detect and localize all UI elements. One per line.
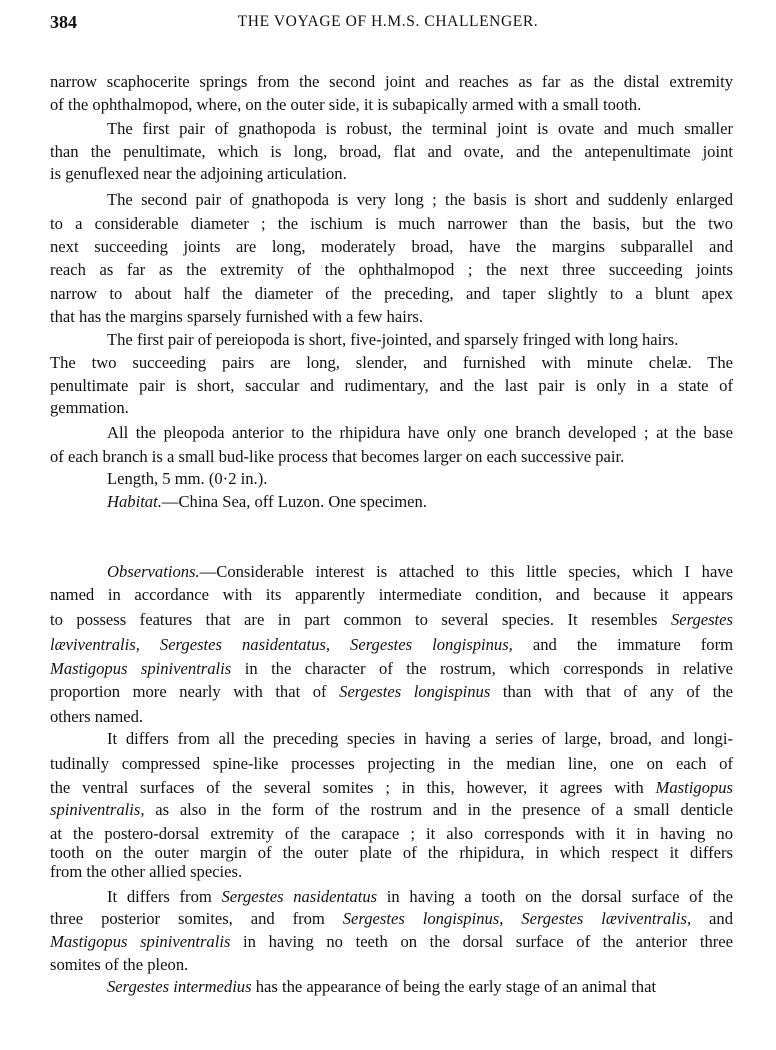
text-line: [50, 190, 733, 210]
text-run: gemmation.: [50, 398, 129, 417]
text-run: named in accordance with its apparently intermediate condition, and because it appears: [50, 585, 733, 604]
text-run: to possess features that are in part common to several species. It resembles: [50, 610, 671, 629]
text-run: It differs from: [107, 887, 222, 906]
text-run: proportion more nearly with that of: [50, 682, 340, 701]
text-line: [50, 754, 733, 774]
italic-text: Sergestes intermedius: [107, 977, 252, 996]
text-line: [50, 862, 733, 882]
text-line: [50, 562, 733, 582]
text-run: others named.: [50, 707, 144, 726]
text-line: [50, 447, 733, 467]
text-run: as also in the form of the rostrum and in the presence of a small denticle: [144, 800, 733, 819]
italic-text: Observations.: [107, 562, 200, 581]
text-run: tudinally compressed spine-like processes projecting in the median line, one on each of: [50, 754, 733, 773]
italic-text: Mastigopus: [655, 778, 733, 797]
italic-text: Sergestes nasidentatus: [221, 887, 378, 906]
text-run: next succeeding joints are long, moderately broad, have the margins subparallel and: [50, 237, 733, 256]
text-line: [50, 164, 733, 184]
text-run: The second pair of gnathopoda is very long ; the basis is short and suddenly enlarged: [107, 190, 733, 209]
text-line: [50, 659, 733, 679]
text-line: [50, 824, 733, 844]
text-run: that has the margins sparsely furnished with a few hairs.: [50, 307, 423, 326]
text-run: at the postero-dorsal extremity of the carapace ; it also corresponds with it in having no: [50, 824, 733, 843]
text-line: [50, 843, 733, 863]
text-run: —China Sea, off Luzon. One specimen.: [161, 492, 427, 511]
text-run: and the immature form: [512, 635, 733, 654]
text-run: and: [691, 909, 734, 928]
text-line: [50, 800, 733, 820]
italic-text: Mastigopus spiniventralis: [50, 932, 231, 951]
text-line: [50, 119, 733, 139]
italic-text: Sergestes longispinus: [339, 682, 491, 701]
text-run: The two succeeding pairs are long, slender, and furnished with minute chelæ. The: [50, 353, 733, 372]
text-run: somites of the pleon.: [50, 955, 189, 974]
text-line: [50, 469, 733, 489]
text-line: [50, 376, 733, 396]
text-run: The first pair of pereiopoda is short, five-jointed, and sparsely fringed with long hairs.: [107, 330, 679, 349]
page-number: 384: [50, 12, 77, 32]
text-run: three posterior somites, and from: [50, 909, 343, 928]
text-run: The first pair of gnathopoda is robust, the terminal joint is ovate and much smaller: [107, 119, 733, 138]
text-line: [50, 353, 733, 373]
text-run: to a considerable diameter ; the ischium is much narrower than the basis, but the two: [50, 214, 733, 233]
text-line: [50, 778, 733, 798]
text-run: tooth on the outer margin of the outer plate of the rhipidura, in which respect it differs: [50, 843, 733, 862]
text-run: All the pleopoda anterior to the rhipidura have only one branch developed ; at the base: [107, 423, 733, 442]
text-line: [50, 214, 733, 234]
text-line: [50, 585, 733, 605]
text-line: [50, 909, 733, 929]
text-line: [50, 887, 733, 907]
italic-text: læviventralis, Sergestes nasidentatus, Sergestes longispinus,: [50, 635, 513, 654]
text-run: has the appearance of being the early stage of an animal that: [251, 977, 657, 996]
text-line: [50, 977, 733, 997]
italic-text: spiniventralis,: [50, 800, 145, 819]
text-line: [50, 95, 733, 115]
text-run: in the character of the rostrum, which corresponds in relative: [231, 659, 734, 678]
text-run: It differs from all the preceding species in having a series of large, broad, and longi-: [107, 729, 733, 748]
text-run: narrow to about half the diameter of the preceding, and taper slightly to a blunt apex: [50, 284, 733, 303]
text-run: is genuflexed near the adjoining articulation.: [50, 164, 347, 183]
text-run: in having no teeth on the dorsal surface of the anterior three: [230, 932, 734, 951]
italic-text: Sergestes: [670, 610, 733, 629]
text-run: reach as far as the extremity of the ophthalmopod ; the next three succeeding joints: [50, 260, 733, 279]
text-line: [50, 729, 733, 749]
text-run: Length, 5 mm. (0·2 in.).: [107, 469, 268, 488]
text-line: [50, 307, 733, 327]
text-line: [50, 284, 733, 304]
italic-text: Habitat.: [107, 492, 162, 511]
text-line: [50, 330, 733, 350]
text-line: [50, 142, 733, 162]
italic-text: Mastigopus spiniventralis: [50, 659, 232, 678]
text-run: of each branch is a small bud-like process that becomes larger on each successive pair.: [50, 447, 625, 466]
text-line: [50, 635, 733, 655]
text-line: [50, 955, 733, 975]
text-run: the ventral surfaces of the several somites ; in this, however, it agrees with: [50, 778, 656, 797]
text-line: [50, 682, 733, 702]
text-run: than the penultimate, which is long, broad, flat and ovate, and the antepenultimate joint: [50, 142, 733, 161]
text-line: [50, 398, 733, 418]
running-title: THE VOYAGE OF H.M.S. CHALLENGER.: [237, 13, 539, 30]
text-run: from the other allied species.: [50, 862, 243, 881]
text-run: —Considerable interest is attached to this little species, which I have: [199, 562, 733, 581]
text-run: penultimate pair is short, saccular and rudimentary, and the last pair is only in a state of: [50, 376, 733, 395]
text-line: [50, 610, 733, 630]
text-run: than with that of any of the: [490, 682, 733, 701]
text-line: [50, 260, 733, 280]
text-line: [50, 492, 733, 512]
text-line: [50, 423, 733, 443]
text-run: in having a tooth on the dorsal surface of the: [377, 887, 733, 906]
text-line: [50, 932, 733, 952]
text-run: of the ophthalmopod, where, on the outer side, it is subapically armed with a small tooth.: [50, 95, 642, 114]
text-line: [50, 707, 733, 727]
text-line: [50, 237, 733, 257]
italic-text: Sergestes longispinus, Sergestes læviventralis,: [342, 909, 692, 928]
text-run: narrow scaphocerite springs from the second joint and reaches as far as the distal extremity: [50, 72, 733, 91]
text-line: [50, 72, 733, 92]
